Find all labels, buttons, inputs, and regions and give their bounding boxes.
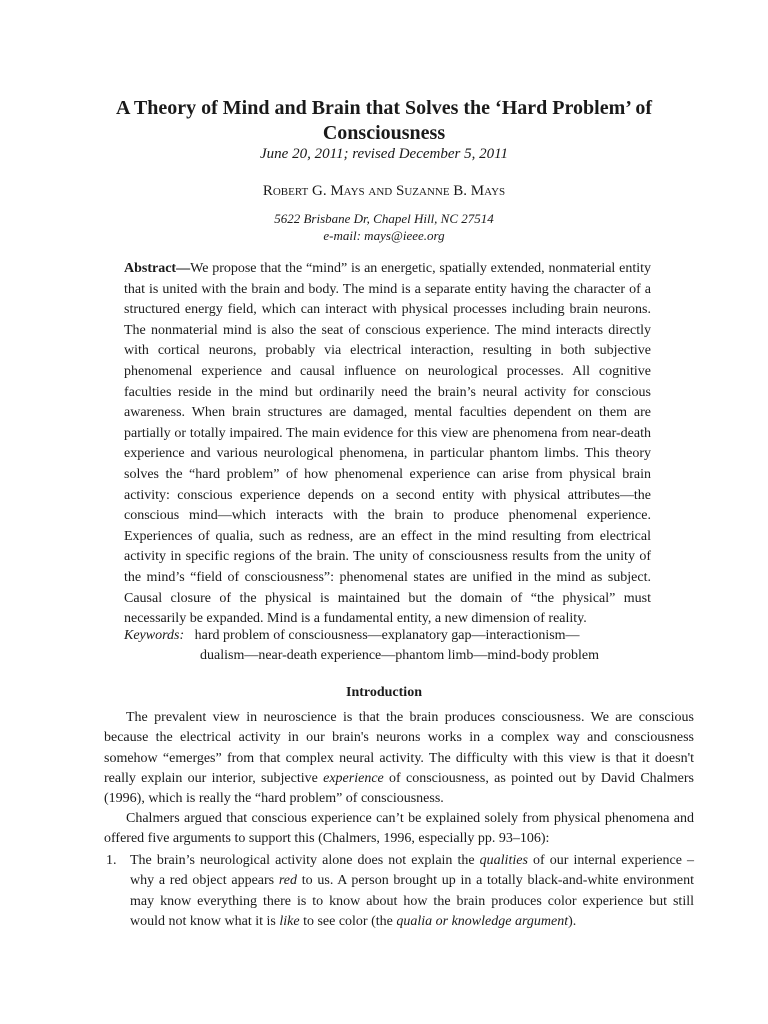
intro-p1-text-b: of consciousness, as pointed out by David Chalmers (1996), which is really the “hard problem” of consciousness. — [104, 770, 694, 807]
section-heading-introduction: Introduction — [346, 685, 422, 700]
list-text-part: to us. A person brought up in a totally black-and-white environment may know everything there is to know about how the brain produces color experience but still would not know what it is — [130, 873, 694, 930]
list-item — [104, 851, 694, 933]
keywords — [124, 626, 651, 666]
abstract — [124, 259, 651, 630]
author-email: e-mail: mays@ieee.org — [323, 228, 445, 243]
paper-dates: June 20, 2011; revised December 5, 2011 — [260, 146, 508, 162]
list-item-number: 1. — [106, 853, 117, 868]
list-item-text — [130, 851, 694, 933]
list-text-part: ). — [568, 914, 577, 930]
keywords-label: Keywords: — [124, 628, 185, 643]
list-emphasis: qualities — [479, 853, 528, 868]
author-address: 5622 Brisbane Dr, Chapel Hill, NC 27514 — [274, 211, 494, 226]
list-text-part: The brain’s neurological activity alone does not explain the — [130, 853, 480, 868]
list-text-part: to see color (the — [299, 914, 397, 930]
intro-p1-text-a: The prevalent view in neuroscience is that the brain produces consciousness. We are conscious because the electrical activity in our brain's neurons works in a complex way and consciousness somehow “emerges” from that complex neural activity. The difficulty with this view is that it doesn't really explain our interior, subjective — [104, 710, 694, 786]
intro-p1-emphasis: experience — [323, 770, 384, 786]
keywords-line-2: dualism—near-death experience—phantom limb—mind-body problem — [200, 648, 599, 663]
argument-list — [104, 851, 694, 933]
intro-paragraph-1 — [104, 708, 694, 809]
list-text-part: of our internal experience – why a red object appears — [130, 853, 694, 889]
author-address-block — [60, 210, 708, 244]
list-emphasis: red — [278, 873, 298, 889]
list-emphasis: qualia or knowledge argument — [396, 914, 569, 930]
keywords-text-1: hard problem of consciousness—explanatory gap—interactionism— — [194, 628, 580, 643]
intro-paragraph-2: Chalmers argued that conscious experience can’t be explained solely from physical phenomena and offered five arguments to support this (Chalmers, 1996, especially pp. 93–106): — [104, 811, 694, 847]
abstract-text: We propose that the “mind” is an energetic, spatially extended, nonmaterial entity that is united with the brain and body. The mind is a separate entity having the character of a structured energy field, which can interact with physical processes including brain neurons. The nonmaterial mind is also the seat of conscious experience. The mind interacts directly with cortical neurons, probably via electrical interaction, resulting in both subjective phenomenal experience and causal influence on neurological processes. All cognitive faculties reside in the mind but ordinarily need the brain’s neural activity for conscious awareness. When brain structures are damaged, mental faculties dependent on them are partially or totally impaired. The main evidence for this view are phenomena from near-death experience and various neurological phenomena, in particular phantom limbs. This theory solves the “hard problem” of how phenomenal experience can arise from physical brain activity: conscious experience depends on a second entity with physical attributes—the conscious mind—which interacts with the brain to produce phenomenal experience. Experiences of qualia, such as redness, are an effect in the mind resulting from electrical activity in specific regions of the brain. The unity of consciousness results from the unity of the mind’s “field of consciousness”: phenomenal states are unified in the mind as subject. Causal closure of the physical is maintained but the domain of “the physical” must necessarily be expanded. Mind is a fundamental entity, a new dimension of reality. — [124, 261, 651, 627]
paper-title: A Theory of Mind and Brain that Solves the ‘Hard Problem’ of Consciousness — [115, 97, 653, 144]
paper-authors: Robert G. Mays and Suzanne B. Mays — [262, 183, 506, 199]
abstract-label: Abstract— — [124, 261, 191, 276]
list-emphasis: like — [279, 914, 300, 930]
keywords-line-1 — [124, 626, 651, 646]
